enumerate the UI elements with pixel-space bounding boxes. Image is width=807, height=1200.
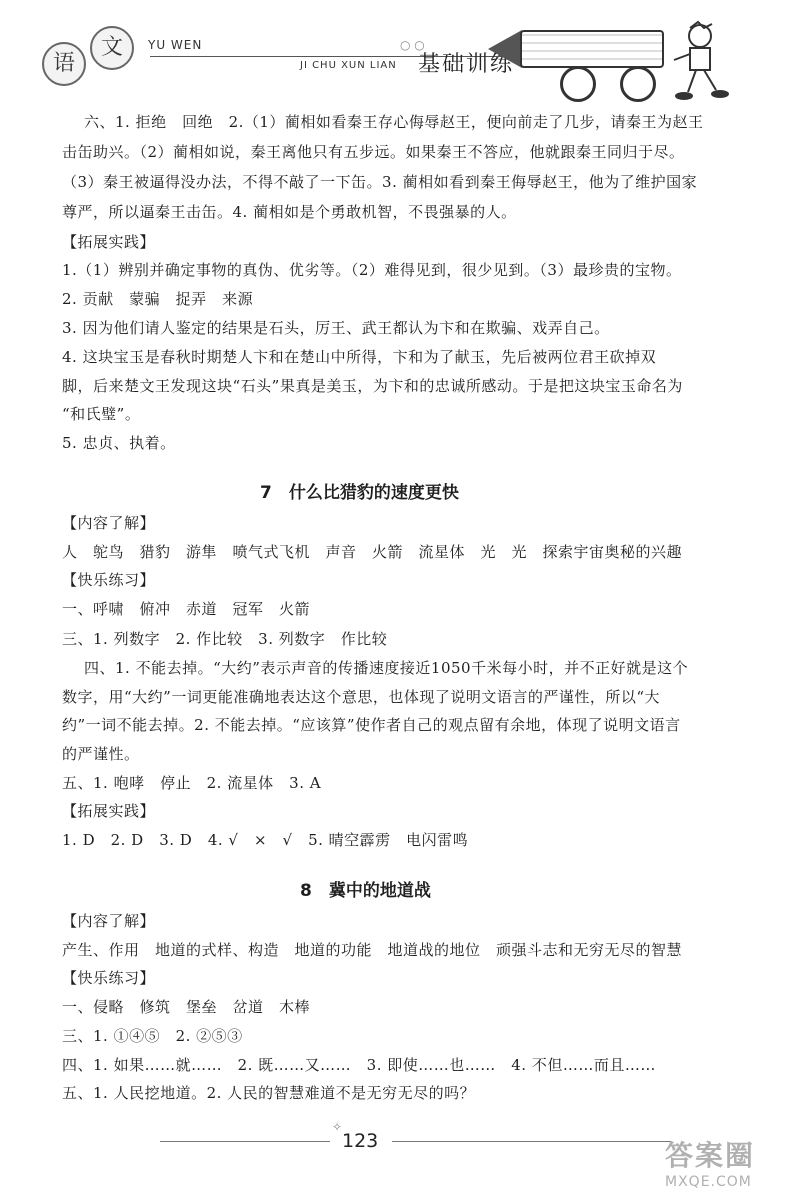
text-line: 3. 因为他们请人鉴定的结果是石头，厉王、武王都认为卞和在欺骗、戏弄自己。 — [62, 319, 610, 337]
watermark — [665, 1134, 755, 1190]
page-header — [0, 0, 807, 110]
text-line: 六、1. 拒绝 回绝 2.（1）蔺相如看秦王存心侮辱赵王，便向前走了几步，请秦王为赵王 — [84, 113, 704, 131]
subject-english: YU WEN — [148, 38, 203, 52]
text-line: 2. 贡献 蒙骗 捉弄 来源 — [62, 290, 254, 308]
subject-char-circle-1 — [42, 42, 86, 86]
text-line: 的严谨性。 — [62, 745, 140, 763]
lesson-title: 7 什么比猎豹的速度更快 — [260, 483, 459, 503]
section-label: 【拓展实践】 — [62, 802, 156, 820]
text-line: 1.（1）辨别并确定事物的真伪、优劣等。（2）难得见到，很少见到。（3）最珍贵的宝物。 — [62, 261, 682, 279]
text-line: 5. 忠贞、执着。 — [62, 434, 176, 452]
pencil-icon — [520, 30, 664, 68]
section-label: 【快乐练习】 — [62, 571, 156, 589]
watermark-main: 答案圈 — [665, 1139, 756, 1172]
text-line: 一、呼啸 俯冲 赤道 冠军 火箭 — [62, 600, 311, 618]
text-line: 四、1. 如果……就…… 2. 既……又…… 3. 即使……也…… 4. 不但……而且…… — [62, 1056, 656, 1074]
text-line: 三、1. 列数字 2. 作比较 3. 列数字 作比较 — [62, 630, 388, 648]
series-title: 基础训练 — [418, 52, 515, 77]
section-label: 【内容了解】 — [62, 912, 156, 930]
text-line: 产生、作用 地道的式样、构造 地道的功能 地道战的地位 顽强斗志和无穷无尽的智慧 — [62, 941, 683, 959]
text-line: （3）秦王被逼得没办法，不得不敲了一下缶。3. 蔺相如看到秦王侮辱赵王，他为了维护国家 — [62, 173, 698, 191]
pencil-tip-icon — [488, 30, 522, 68]
wheel-icon — [560, 66, 596, 102]
text-line: 约”一词不能去掉。2. 不能去掉。“应该算”使作者自己的观点留有余地，体现了说明文语言 — [62, 716, 681, 734]
text-line: 四、1. 不能去掉。“大约”表示声音的传播速度接近1050千米每小时，并不正好就是这个 — [84, 659, 689, 677]
wheel-icon — [620, 66, 656, 102]
text-line: 数字，用“大约”一词更能准确地表达这个意思，也体现了说明文语言的严谨性，所以“大 — [62, 688, 661, 706]
subject-char-2: 文 — [100, 35, 123, 60]
footer-rule-left — [160, 1141, 330, 1142]
text-line: “和氏璧”。 — [62, 405, 141, 423]
text-line: 三、1. ①④⑤ 2. ②⑤③ — [62, 1027, 243, 1045]
section-label: 【拓展实践】 — [62, 233, 156, 251]
cartoon-kid-icon — [670, 20, 730, 102]
series-pinyin: JI CHU XUN LIAN — [300, 60, 397, 71]
lesson-title: 8 冀中的地道战 — [300, 881, 431, 901]
page-number: 123 — [342, 1130, 379, 1152]
subject-char-1: 语 — [52, 51, 75, 76]
subject-char-circle-2 — [90, 26, 134, 70]
bubble-decoration-icon: ○ ○ — [400, 38, 425, 52]
section-label: 【快乐练习】 — [62, 969, 156, 987]
text-line: 尊严，所以逼秦王击缶。4. 蔺相如是个勇敢机智，不畏强暴的人。 — [62, 203, 517, 221]
star-decoration-icon: ✧ — [332, 1120, 343, 1134]
text-line: 击缶助兴。（2）蔺相如说，秦王离他只有五步远。如果秦王不答应，他就跟秦王同归于尽。 — [62, 143, 685, 161]
text-line: 脚，后来楚文王发现这块“石头”果真是美玉，为卞和的忠诚所感动。于是把这块宝玉命名为 — [62, 377, 683, 395]
section-label: 【内容了解】 — [62, 514, 156, 532]
text-line: 一、侵略 修筑 堡垒 岔道 木棒 — [62, 998, 311, 1016]
text-line: 五、1. 咆哮 停止 2. 流星体 3. A — [62, 774, 322, 792]
footer-rule-right — [392, 1141, 672, 1142]
text-line: 五、1. 人民挖地道。2. 人民的智慧难道不是无穷无尽的吗？ — [62, 1084, 476, 1102]
text-line: 4. 这块宝玉是春秋时期楚人卞和在楚山中所得，卞和为了献玉，先后被两位君王砍掉双 — [62, 348, 657, 366]
text-line: 人 鸵鸟 猎豹 游隼 喷气式飞机 声音 火箭 流星体 光 光 探索宇宙奥秘的兴趣 — [62, 543, 683, 561]
watermark-url: MXQE.COM — [665, 1174, 752, 1190]
text-line: 1. D 2. D 3. D 4. √ × √ 5. 晴空霹雳 电闪雷鸣 — [62, 831, 469, 849]
